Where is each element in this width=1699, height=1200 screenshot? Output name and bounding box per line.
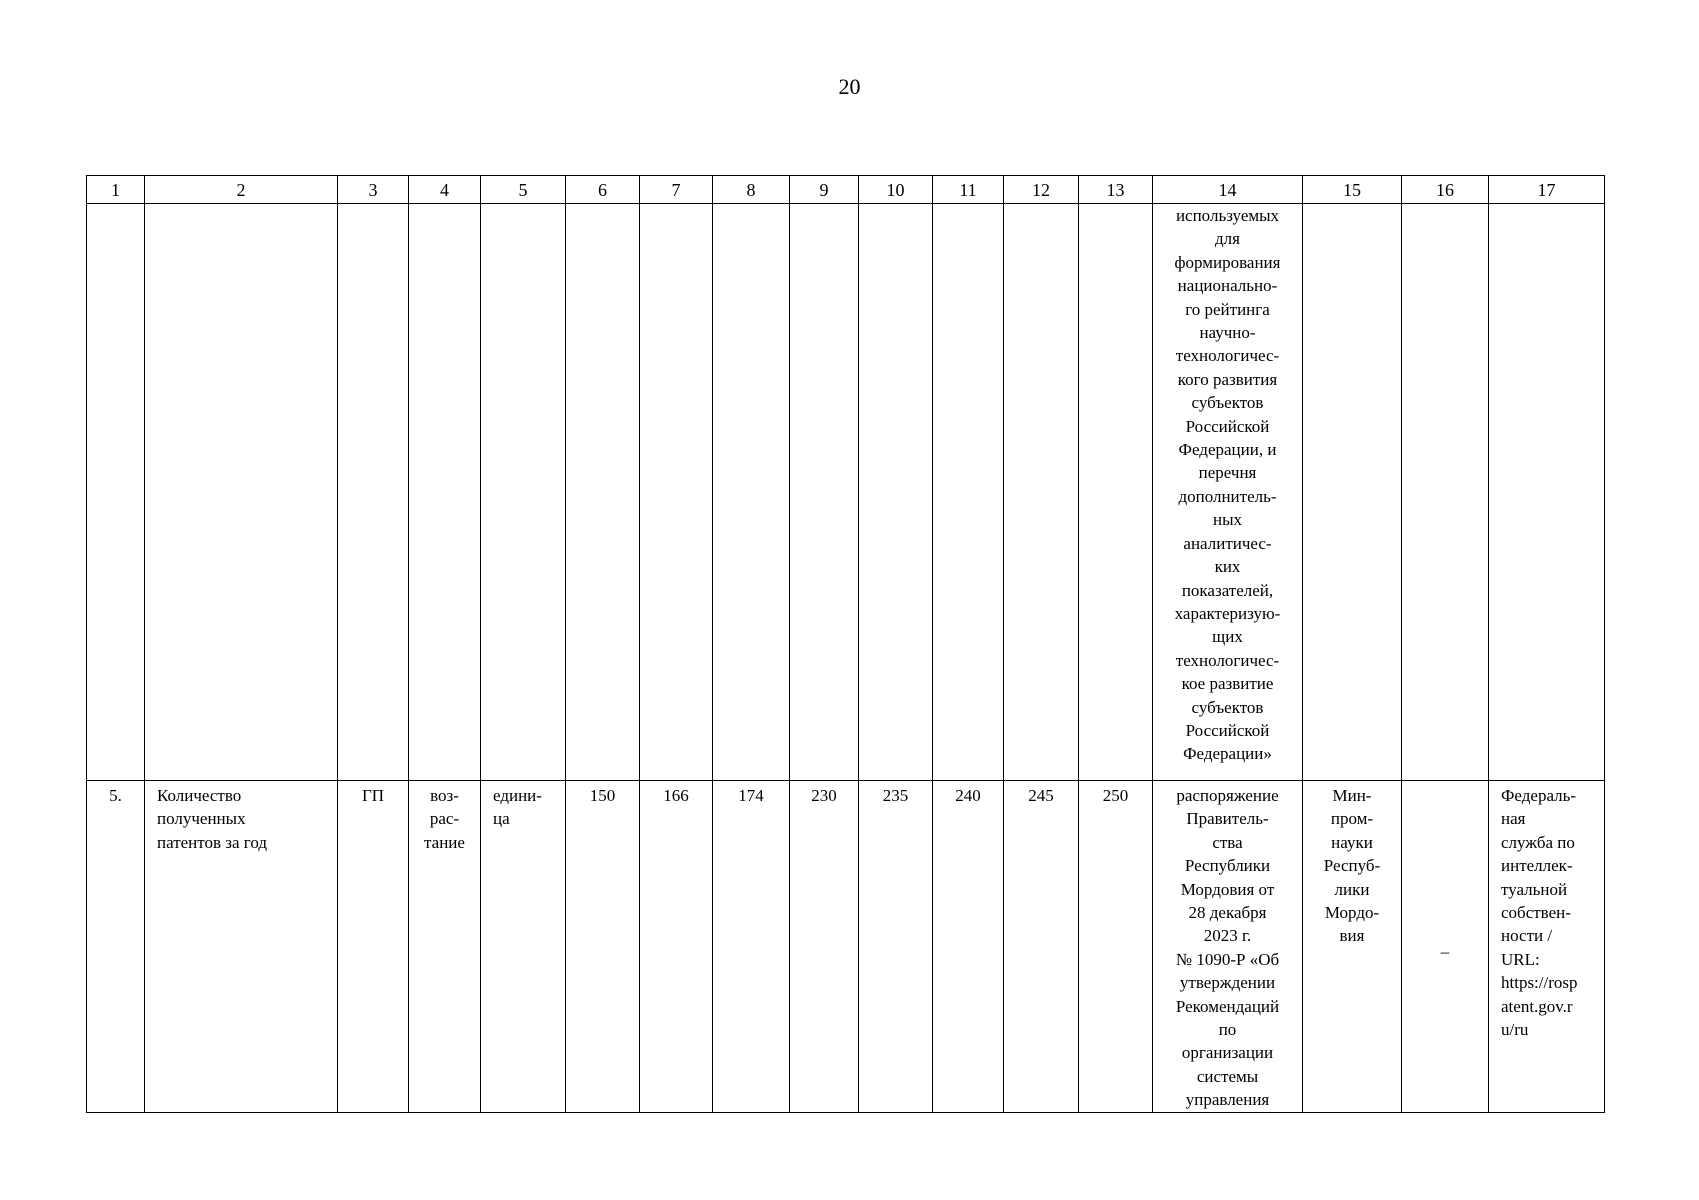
empty-cell — [859, 204, 933, 781]
regulatory-document: распоряжение Правитель- ства Республики Мордовия от 28 декабря 2023 г. № 1090-Р «Об утверждении Рекомендаций по организации системы управления — [1153, 781, 1303, 1113]
indicator-direction: воз- рас- тание — [409, 781, 481, 1113]
value-cell: 245 — [1004, 781, 1079, 1113]
value-cell: 150 — [566, 781, 640, 1113]
column-header-10: 10 — [859, 176, 933, 204]
empty-cell — [1004, 204, 1079, 781]
column-header-2: 2 — [145, 176, 338, 204]
value-cell: 250 — [1079, 781, 1153, 1113]
row-number: 5. — [87, 781, 145, 1113]
empty-cell — [409, 204, 481, 781]
column-header-14: 14 — [1153, 176, 1303, 204]
empty-cell — [713, 204, 790, 781]
empty-cell — [790, 204, 859, 781]
empty-cell — [1303, 204, 1402, 781]
column-header-4: 4 — [409, 176, 481, 204]
empty-cell — [566, 204, 640, 781]
value-cell: 235 — [859, 781, 933, 1113]
column-header-15: 15 — [1303, 176, 1402, 204]
column-header-9: 9 — [790, 176, 859, 204]
empty-cell — [338, 204, 409, 781]
empty-cell — [481, 204, 566, 781]
column-header-12: 12 — [1004, 176, 1079, 204]
table-row-continuation — [87, 204, 1605, 781]
column-header-16: 16 — [1402, 176, 1489, 204]
dash-value: – — [1440, 942, 1450, 962]
indicator-type: ГП — [338, 781, 409, 1113]
column-header-5: 5 — [481, 176, 566, 204]
page-number: 20 — [838, 74, 861, 99]
empty-cell — [933, 204, 1004, 781]
empty-cell — [1489, 204, 1605, 781]
column-header-1: 1 — [87, 176, 145, 204]
table-row-5 — [87, 781, 1605, 1113]
empty-cell — [640, 204, 713, 781]
indicators-table — [86, 175, 1605, 1113]
value-cell: 230 — [790, 781, 859, 1113]
responsible-body: Мин- пром- науки Респуб- лики Мордо- вия — [1303, 781, 1402, 1113]
column-number-row — [87, 176, 1605, 204]
data-source: Федераль- ная служба по интеллек- туальной собствен- ности / URL: https://rosp atent.gov.r u/ru — [1489, 781, 1605, 1113]
value-cell: 166 — [640, 781, 713, 1113]
empty-cell — [1402, 204, 1489, 781]
empty-cell — [87, 204, 145, 781]
column-header-8: 8 — [713, 176, 790, 204]
column-header-17: 17 — [1489, 176, 1605, 204]
continued-document-text: используемых для формирования национально- го рейтинга научно- технологичес- кого развития субъектов Российской Федерации, и перечня дополнитель- ных аналитичес- ких показателей, характеризую- щих технологичес- кое развитие субъектов Российской Федерации» — [1153, 204, 1303, 781]
unit-of-measure: едини- ца — [481, 781, 566, 1113]
empty-cell — [145, 204, 338, 781]
value-cell: 240 — [933, 781, 1004, 1113]
column-header-11: 11 — [933, 176, 1004, 204]
indicator-name: Количество полученных патентов за год — [145, 781, 338, 1113]
col16-cell — [1402, 781, 1489, 1113]
column-header-13: 13 — [1079, 176, 1153, 204]
column-header-6: 6 — [566, 176, 640, 204]
column-header-7: 7 — [640, 176, 713, 204]
empty-cell — [1079, 204, 1153, 781]
column-header-3: 3 — [338, 176, 409, 204]
value-cell: 174 — [713, 781, 790, 1113]
